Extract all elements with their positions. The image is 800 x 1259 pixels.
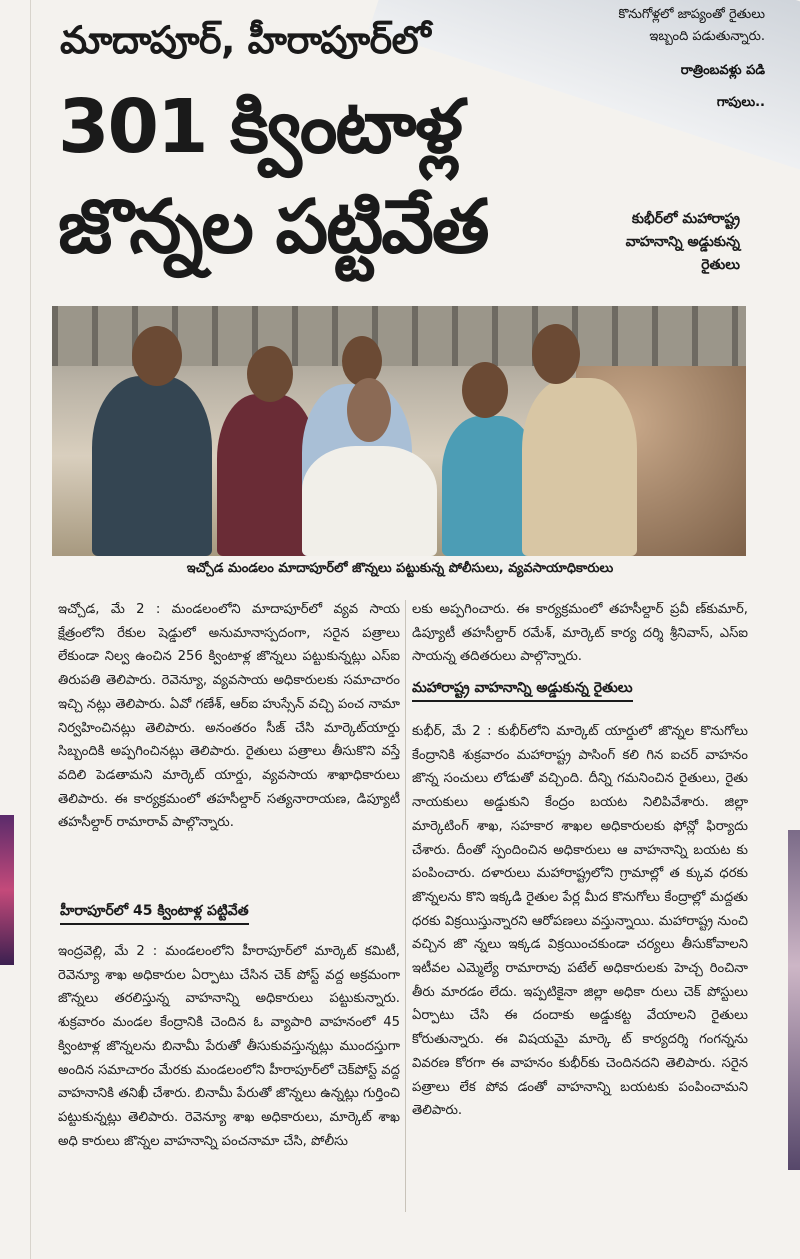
article-kicker: మాదాపూర్, హీరాపూర్‌లో [60, 18, 431, 62]
teaser-text-2 [560, 60, 765, 114]
left-adjacent-photo [0, 815, 14, 965]
sub-headline-line: కుభీర్‌లో మహారాష్ట్ర [631, 211, 740, 227]
photo-person-head [532, 324, 580, 384]
article-column-right-2 [412, 720, 748, 1123]
teaser-text [520, 4, 765, 48]
right-adjacent-column [778, 0, 800, 1259]
photo-person [302, 446, 437, 556]
article-column-left-2 [58, 940, 400, 1153]
sub-headline-line: వాహనాన్ని అడ్డుకున్న [625, 234, 740, 250]
right-adjacent-photo [788, 830, 800, 1170]
section-title-maharashtra: మహారాష్ట్ర వాహనాన్ని అడ్డుకున్న రైతులు [412, 680, 633, 702]
column-divider [405, 600, 406, 1212]
sub-headline-line: రైతులు [701, 257, 740, 273]
article-photo [52, 306, 746, 556]
paragraph: లకు అప్పగించారు. ఈ కార్యక్రమంలో తహసీల్దార్ ప్రవీ ణ్‌కుమార్, డిప్యూటీ తహసీల్దార్ రమేశ్, మార్కెట్ కార్య దర్శి శ్రీనివాస్, ఎస్ఐ సాయన్న తదితరులు పాల్గొన్నారు. [412, 602, 748, 665]
photo-caption: ఇచ్చోడ మండలం మాదాపూర్‌లో జొన్నలు పట్టుకున్న పోలీసులు, వ్యవసాయాధికారులు [186, 561, 614, 576]
photo-person-head [347, 378, 391, 442]
paragraph: కుభీర్, మే 2 : కుభీర్‌లోని మార్కెట్ యార్డులో జొన్నల కొనుగోలు కేంద్రానికి శుక్రవారం మహారాష్ట్ర పాసింగ్ కలి గిన ఐచర్ వాహనం జొన్న సంచులు లోడుతో వచ్చింది. దీన్ని గమనించిన రైతులు, రైతు నాయకులు అడ్డుకుని కేంద్రం బయట నిలిపివేశారు. జిల్లా మార్కెటింగ్ శాఖ, సహకార శాఖల అధికారులకు ఫోన్లో ఫిర్యాదు చేశారు. దీంతో స్పందించిన అధికారులు ఆ వాహనాన్ని బయట కు పంపించారు. దళారులు మహారాష్ట్రలోని గ్రామాల్లో త క్కువ ధరకు జొన్నలను కొని ఇక్కడి రైతుల పేర్ల మీద కొనుగోలు కేంద్రాల్లో మద్దతు ధరకు విక్రయిస్తున్నారని ఆరోపణలు వస్తున్నాయి. మహారాష్ట్ర నుంచి వచ్చిన జొ న్నలు ఇక్కడ విక్రయించకుండా చర్యలు తీసుకోవాలని ఇటీవల ఎమ్మెల్యే రామారావు పటేల్ అధికారులకు హెచ్చ రించినా తీరు మారడం లేదు. ఇప్పటికైనా జిల్లా అధికా రులు చెక్ పోస్టులు ఏర్పాటు చేసి ఈ దందాకు అడ్డుకట్ట వేయాలని రైతులు కోరుతున్నారు. ఈ విషయమై మార్కె ట్ కార్యదర్శి గంగన్నను వివరణ కోరగా ఈ వాహనం కుభీర్‌కు చెందినదని తెలిపారు. సరైన పత్రాలు లేక పోవ డంతో వాహనాన్ని బయటకు పంపించామని తెలిపారు. [412, 724, 748, 1119]
left-adjacent-column [0, 0, 31, 1259]
photo-person-head [132, 326, 182, 386]
photo-person [522, 378, 637, 556]
teaser-line: రాత్రింబవళ్లు పడి [680, 63, 765, 78]
section-title-hirapur: హీరాపూర్‌లో 45 క్వింటాళ్ల పట్టివేత [60, 903, 249, 925]
article-column-right [412, 598, 748, 669]
photo-person [92, 376, 212, 556]
photo-person-head [462, 362, 508, 418]
teaser-line: కొనుగోళ్లలో జాప్యంతో రైతులు [618, 7, 765, 22]
teaser-line: గాపులు.. [716, 95, 765, 110]
headline-line-2: జొన్నల పట్టివేత [58, 184, 488, 270]
sub-headline [590, 208, 740, 277]
headline-line-1: 301 క్వింటాళ్ల [58, 84, 461, 170]
teaser-line: ఇబ్బంది పడుతున్నారు. [649, 29, 765, 44]
paragraph: ఇంద్రవెల్లి, మే 2 : మండలంలోని హీరాపూర్‌లో మార్కెట్ కమిటీ, రెవెన్యూ శాఖ అధికారుల ఏర్పాటు చేసిన చెక్ పోస్ట్ వద్ద అక్రమంగా జొన్నలు తరలిస్తున్న వాహనాన్ని అధికారులు పట్టుకున్నారు. శుక్రవారం మండల కేంద్రానికి చెందిన ఓ వ్యాపారి వాహనంలో 45 క్వింటాళ్ల జొన్నలను బినామీ పేరుతో తీసుకువస్తున్నట్లు ముందస్తుగా అందిన సమాచారం మేరకు మండలంలోని హీరాపూర్‌లో చెక్‌పోస్ట్ వద్ద వాహనానికి తనిఖీ చేశారు. బినామీ పేరుతో జొన్నలు ఉన్నట్లు గుర్తించి పట్టుకున్నట్లు తెలిపారు. రెవెన్యూ శాఖ అధికారులు, మార్కెట్ శాఖ అధి కారులు జొన్నల వాహనాన్ని పంచనామా చేసి, పోలీసు [58, 944, 400, 1149]
article-column-left [58, 598, 400, 835]
photo-person-head [247, 346, 293, 402]
paragraph: ఇచ్చోడ, మే 2 : మండలంలోని మాదాపూర్‌లో వ్యవ సాయ క్షేత్రంలోని రేకుల షెడ్డులో అనుమానాస్పదంగా, సరైన పత్రాలు లేకుండా నిల్వ ఉంచిన 256 క్వింటాళ్ల జొన్నలు పట్టుకున్నట్లు ఎస్ఐ తిరుపతి తెలిపారు. రెవెన్యూ, వ్యవసాయ అధికారులకు సమాచారం ఇచ్చి నట్లు తెలిపారు. ఏవో గణేశ్, ఆర్ఐ హుస్సేన్ వచ్చి పంచ నామా నిర్వహించినట్లు తెలిపారు. అనంతరం సీజ్ చేసి మార్కెట్‌యార్డు సిబ్బందికి అప్పగించినట్లు తెలిపారు. రైతులు పత్రాలు తీసుకొని వస్తే వదిలి పెడతామని మార్కెట్ యార్డు, వ్యవసాయ శాఖాధికారులు తెలిపారు. ఈ కార్యక్రమంలో తహసీల్దార్ సత్యనారాయణ, డిప్యూటీ తహసీల్దార్ రామారావ్ పాల్గొన్నారు. [58, 602, 400, 831]
